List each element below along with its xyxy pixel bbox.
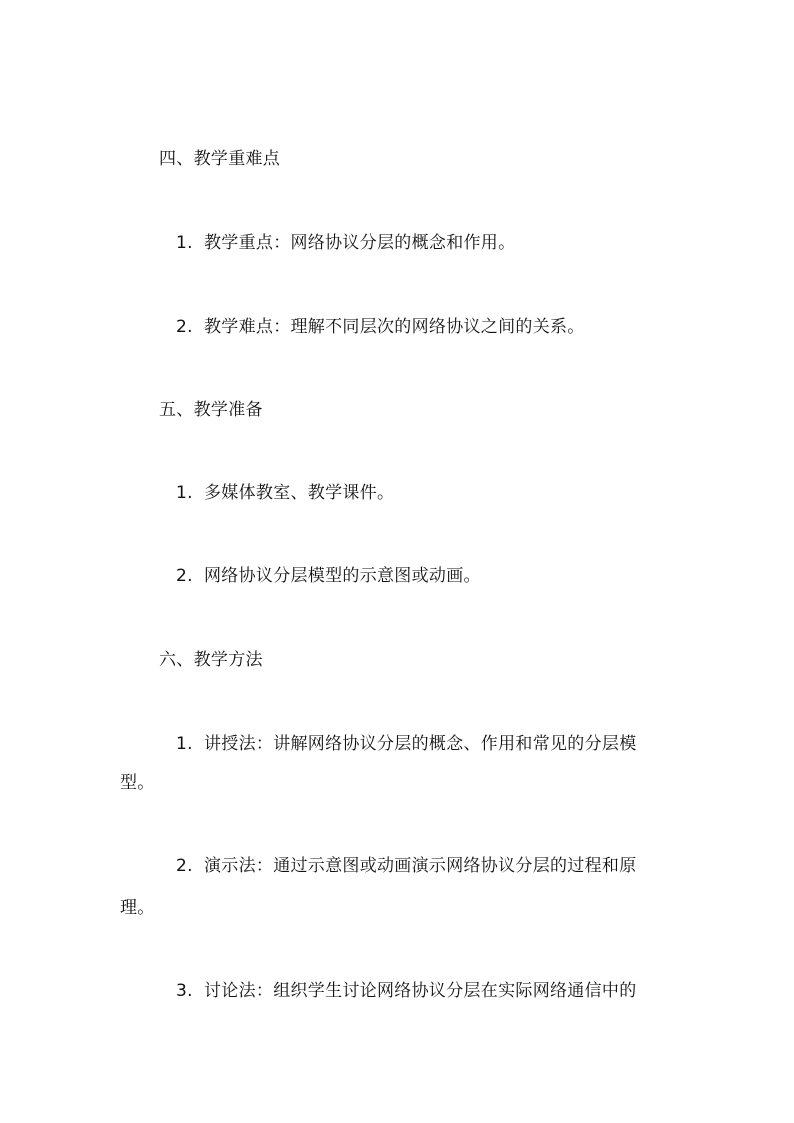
item-text: 讨论法：组织学生讨论网络协议分层在实际网络通信中的 [204, 981, 637, 1001]
item-text: 教学重点：网络协议分层的概念和作用。 [204, 233, 516, 253]
section-heading-5: 五、教学准备 [159, 400, 263, 420]
list-item [176, 565, 481, 587]
list-item [176, 733, 637, 755]
section-heading-4: 四、教学重难点 [159, 149, 281, 169]
item-text: 讲授法：讲解网络协议分层的概念、作用和常见的分层模 [204, 734, 637, 754]
item-text: 演示法：通过示意图或动画演示网络协议分层的过程和原 [204, 856, 637, 876]
list-item-continuation: 理。 [120, 898, 155, 918]
item-number: 1. [176, 233, 193, 253]
item-number: 2. [176, 317, 193, 337]
section-heading-6: 六、教学方法 [159, 650, 263, 670]
list-item [176, 980, 637, 1002]
list-item [176, 855, 637, 877]
list-item [176, 482, 394, 504]
list-item [176, 316, 585, 338]
item-number: 2. [176, 856, 193, 876]
item-number: 1. [176, 483, 193, 503]
item-number: 2. [176, 566, 193, 586]
item-number: 1. [176, 734, 193, 754]
list-item-continuation: 型。 [120, 773, 155, 793]
item-text: 多媒体教室、教学课件。 [204, 483, 395, 503]
item-text: 网络协议分层模型的示意图或动画。 [204, 566, 481, 586]
item-number: 3. [176, 981, 193, 1001]
item-text: 教学难点：理解不同层次的网络协议之间的关系。 [204, 317, 585, 337]
list-item [176, 232, 515, 254]
